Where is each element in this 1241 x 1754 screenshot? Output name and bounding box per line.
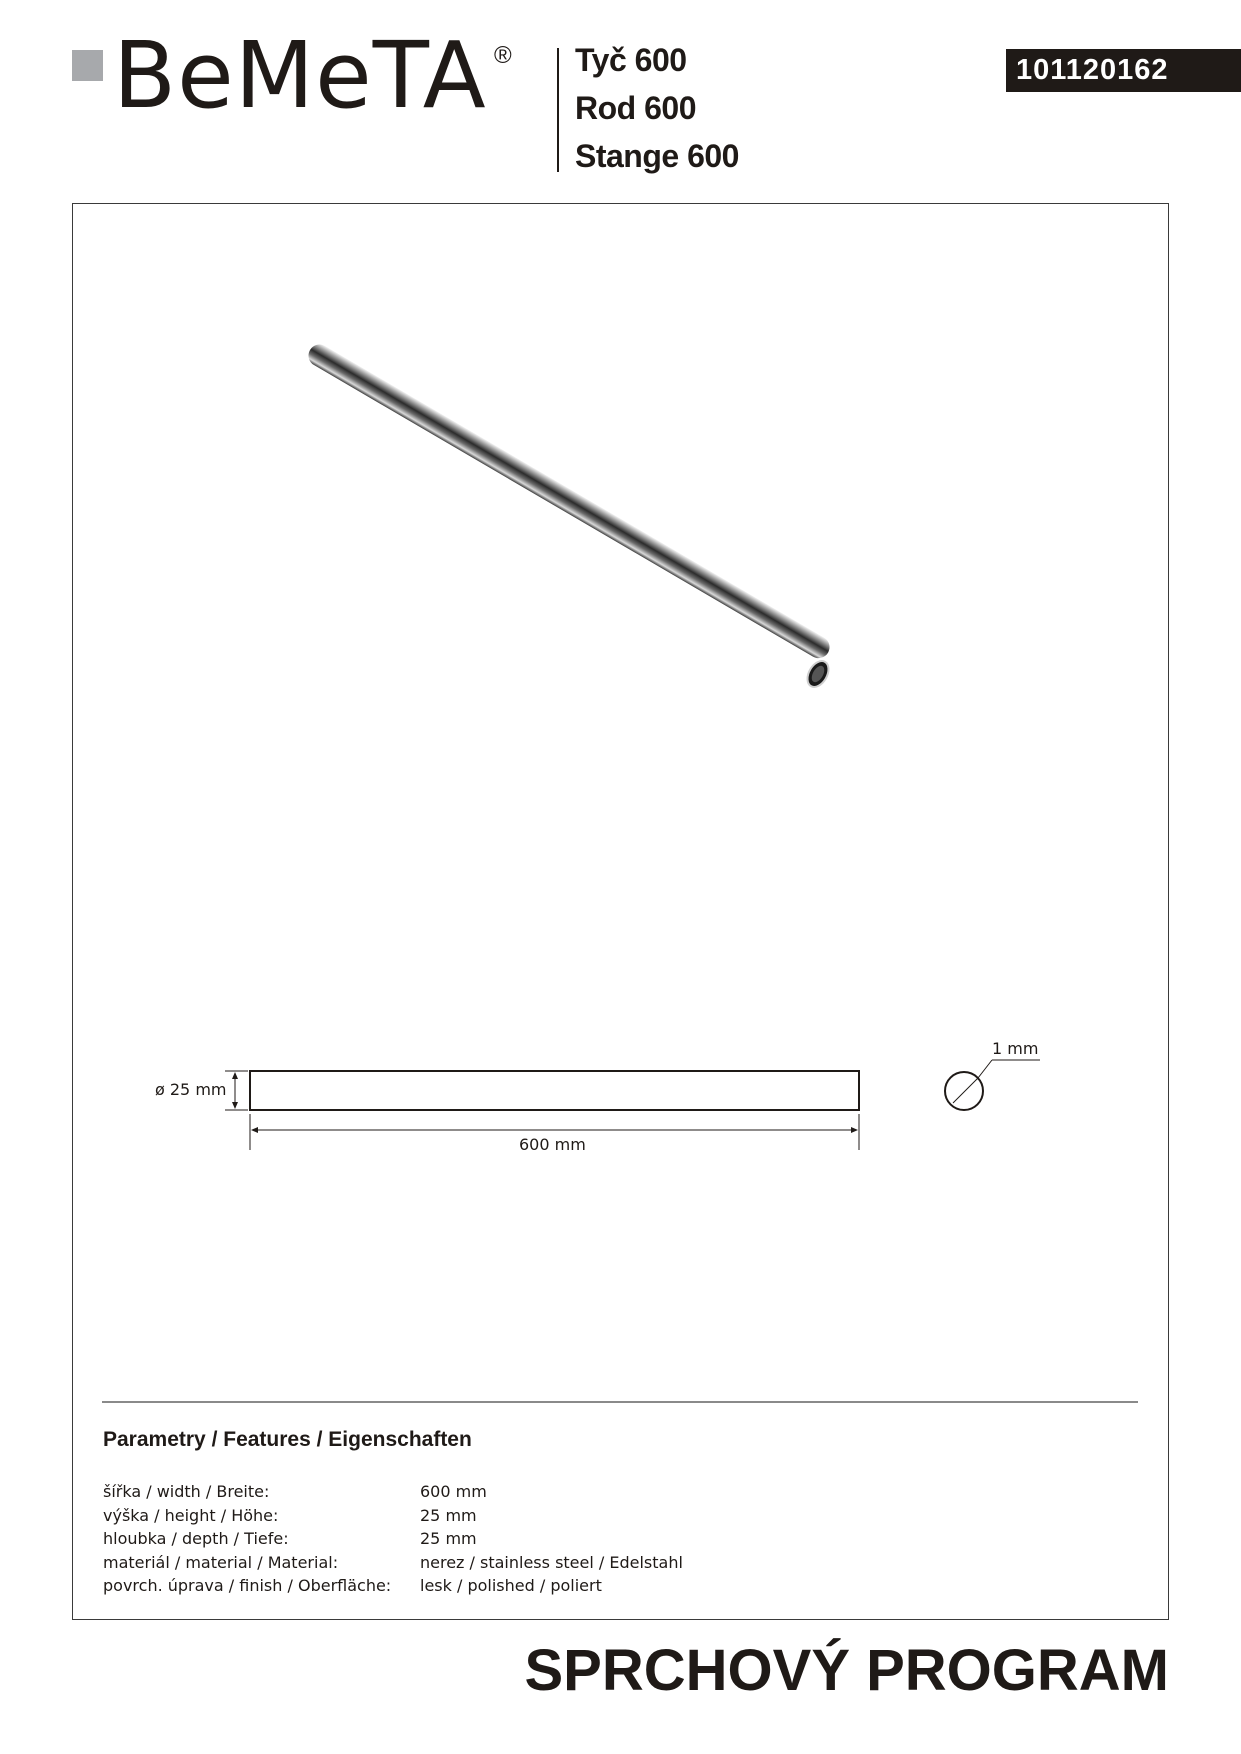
title-czech: Tyč 600	[575, 42, 687, 78]
rod-side-view	[250, 1071, 859, 1110]
header-divider	[557, 48, 559, 172]
length-label: 600 mm	[519, 1135, 586, 1154]
spec-value: 600 mm	[420, 1482, 487, 1501]
spec-label: materiál / material / Material:	[103, 1552, 339, 1572]
spec-label: povrch. úprava / finish / Oberfläche:	[103, 1576, 392, 1595]
title-german: Stange 600	[575, 138, 739, 174]
logo-square	[72, 50, 103, 81]
product-code-badge: 101120162	[1006, 49, 1241, 92]
spec-label: hloubka / depth / Tiefe:	[103, 1529, 289, 1548]
spec-value: lesk / polished / poliert	[420, 1576, 602, 1595]
features-title: Parametry / Features / Eigenschaften	[103, 1428, 472, 1451]
features-divider	[102, 1401, 1138, 1403]
brand-logo: BeMeTA	[113, 22, 487, 129]
diameter-label: ø 25 mm	[155, 1080, 227, 1099]
rod-cross-section	[945, 1072, 983, 1110]
spec-label: výška / height / Höhe:	[103, 1505, 279, 1525]
spec-value: nerez / stainless steel / Edelstahl	[420, 1552, 683, 1572]
program-title: SPRCHOVÝ PROGRAM	[524, 1638, 1169, 1703]
registered-mark: ®	[494, 42, 512, 69]
wall-thickness-label: 1 mm	[992, 1039, 1039, 1058]
spec-label: šířka / width / Breite:	[103, 1482, 270, 1501]
technical-drawing	[130, 1030, 1080, 1170]
title-english: Rod 600	[575, 90, 696, 126]
spec-value: 25 mm	[420, 1505, 477, 1525]
product-rod-image	[290, 330, 890, 700]
spec-value: 25 mm	[420, 1529, 477, 1548]
